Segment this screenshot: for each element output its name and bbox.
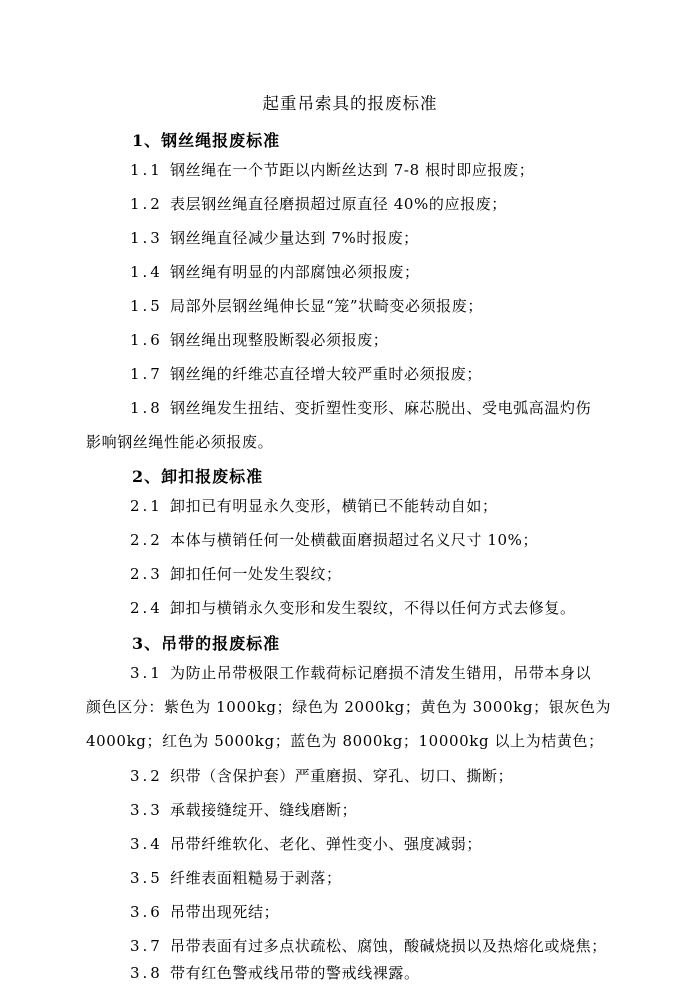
item-text: 表层钢丝绳直径磨损超过原直径 40%的应报废； [170, 195, 507, 213]
item-text: 卸扣已有明显永久变形，横销已不能转动自如； [170, 497, 498, 515]
item-text: 局部外层钢丝绳伸长显“笼”状畸变必须报废； [170, 297, 483, 315]
item-number: 3.6 [130, 903, 163, 921]
item-text: 吊带纤维软化、老化、弹性变小、强度减弱； [170, 835, 483, 853]
list-item [86, 289, 616, 323]
item-number: 2.4 [130, 599, 163, 617]
item-number: 1.4 [130, 263, 163, 281]
list-item [86, 591, 616, 625]
item-text: 织带（含保护套）严重磨损、穿孔、切口、撕断； [170, 767, 514, 785]
item-text: 为防止吊带极限工作载荷标记磨损不清发生错用，吊带本身以 [170, 664, 592, 682]
item-text: 承载接缝绽开、缝线磨断； [170, 801, 358, 819]
item-number: 1.1 [130, 161, 163, 179]
item-number: 3.2 [130, 767, 163, 785]
item-number: 3.1 [130, 664, 163, 682]
item-text-continued: 影响钢丝绳性能必须报废。 [86, 433, 274, 451]
list-item [86, 956, 616, 990]
list-item [86, 827, 616, 861]
item-number: 2.2 [130, 531, 163, 549]
item-number: 1.8 [130, 399, 163, 417]
item-text: 吊带表面有过多点状疏松、腐蚀，酸碱烧损以及热熔化或烧焦； [170, 937, 607, 955]
page-title: 起重吊索具的报废标准 [262, 94, 438, 113]
list-item [86, 255, 616, 289]
item-text: 卸扣与横销永久变形和发生裂纹，不得以任何方式去修复。 [170, 599, 576, 617]
item-number: 2.3 [130, 565, 163, 583]
list-item [86, 391, 616, 459]
item-text-continued: 颜色区分：紫色为 1000kg；绿色为 2000kg；黄色为 3000kg；银灰色为 [86, 698, 612, 716]
item-text: 钢丝绳有明显的内部腐蚀必须报废； [170, 263, 420, 281]
section-heading-3: 3、吊带的报废标准 [132, 634, 281, 653]
item-number: 3.3 [130, 801, 163, 819]
list-item [86, 357, 616, 391]
list-item [86, 895, 616, 929]
section-heading-2: 2、卸扣报废标准 [132, 467, 264, 486]
list-item [86, 656, 616, 758]
list-item [86, 523, 616, 557]
item-text: 钢丝绳出现整股断裂必须报废； [170, 331, 389, 349]
list-item [86, 221, 616, 255]
item-number: 3.4 [130, 835, 163, 853]
item-text: 本体与横销任何一处横截面磨损超过名义尺寸 10%； [170, 531, 539, 549]
section-heading-1: 1、钢丝绳报废标准 [132, 131, 281, 150]
item-text: 钢丝绳在一个节距以内断丝达到 7-8 根时即应报废； [170, 161, 535, 179]
list-item [86, 489, 616, 523]
item-number: 1.7 [130, 365, 163, 383]
item-number: 2.1 [130, 497, 163, 515]
item-text: 吊带出现死结； [170, 903, 280, 921]
list-item [86, 187, 616, 221]
item-text: 钢丝绳发生扭结、变折塑性变形、麻芯脱出、受电弧高温灼伤 [170, 399, 592, 417]
item-text: 卸扣任何一处发生裂纹； [170, 565, 342, 583]
item-text: 纤维表面粗糙易于剥落； [170, 869, 342, 887]
list-item [86, 323, 616, 357]
item-number: 1.2 [130, 195, 163, 213]
list-item [86, 861, 616, 895]
item-text-continued-2: 4000kg；红色为 5000kg；蓝色为 8000kg；10000kg 以上为桔黄色； [86, 732, 604, 750]
item-number: 3.7 [130, 937, 163, 955]
list-item [86, 557, 616, 591]
item-number: 1.6 [130, 331, 163, 349]
item-text: 钢丝绳直径减少量达到 7%时报废； [170, 229, 419, 247]
item-text: 带有红色警戒线吊带的警戒线裸露。 [170, 964, 420, 982]
item-number: 1.3 [130, 229, 163, 247]
item-number: 3.8 [130, 964, 163, 982]
item-text: 钢丝绳的纤维芯直径增大较严重时必须报废； [170, 365, 483, 383]
list-item [86, 793, 616, 827]
list-item [86, 759, 616, 793]
item-number: 3.5 [130, 869, 163, 887]
item-number: 1.5 [130, 297, 163, 315]
list-item [86, 153, 616, 187]
